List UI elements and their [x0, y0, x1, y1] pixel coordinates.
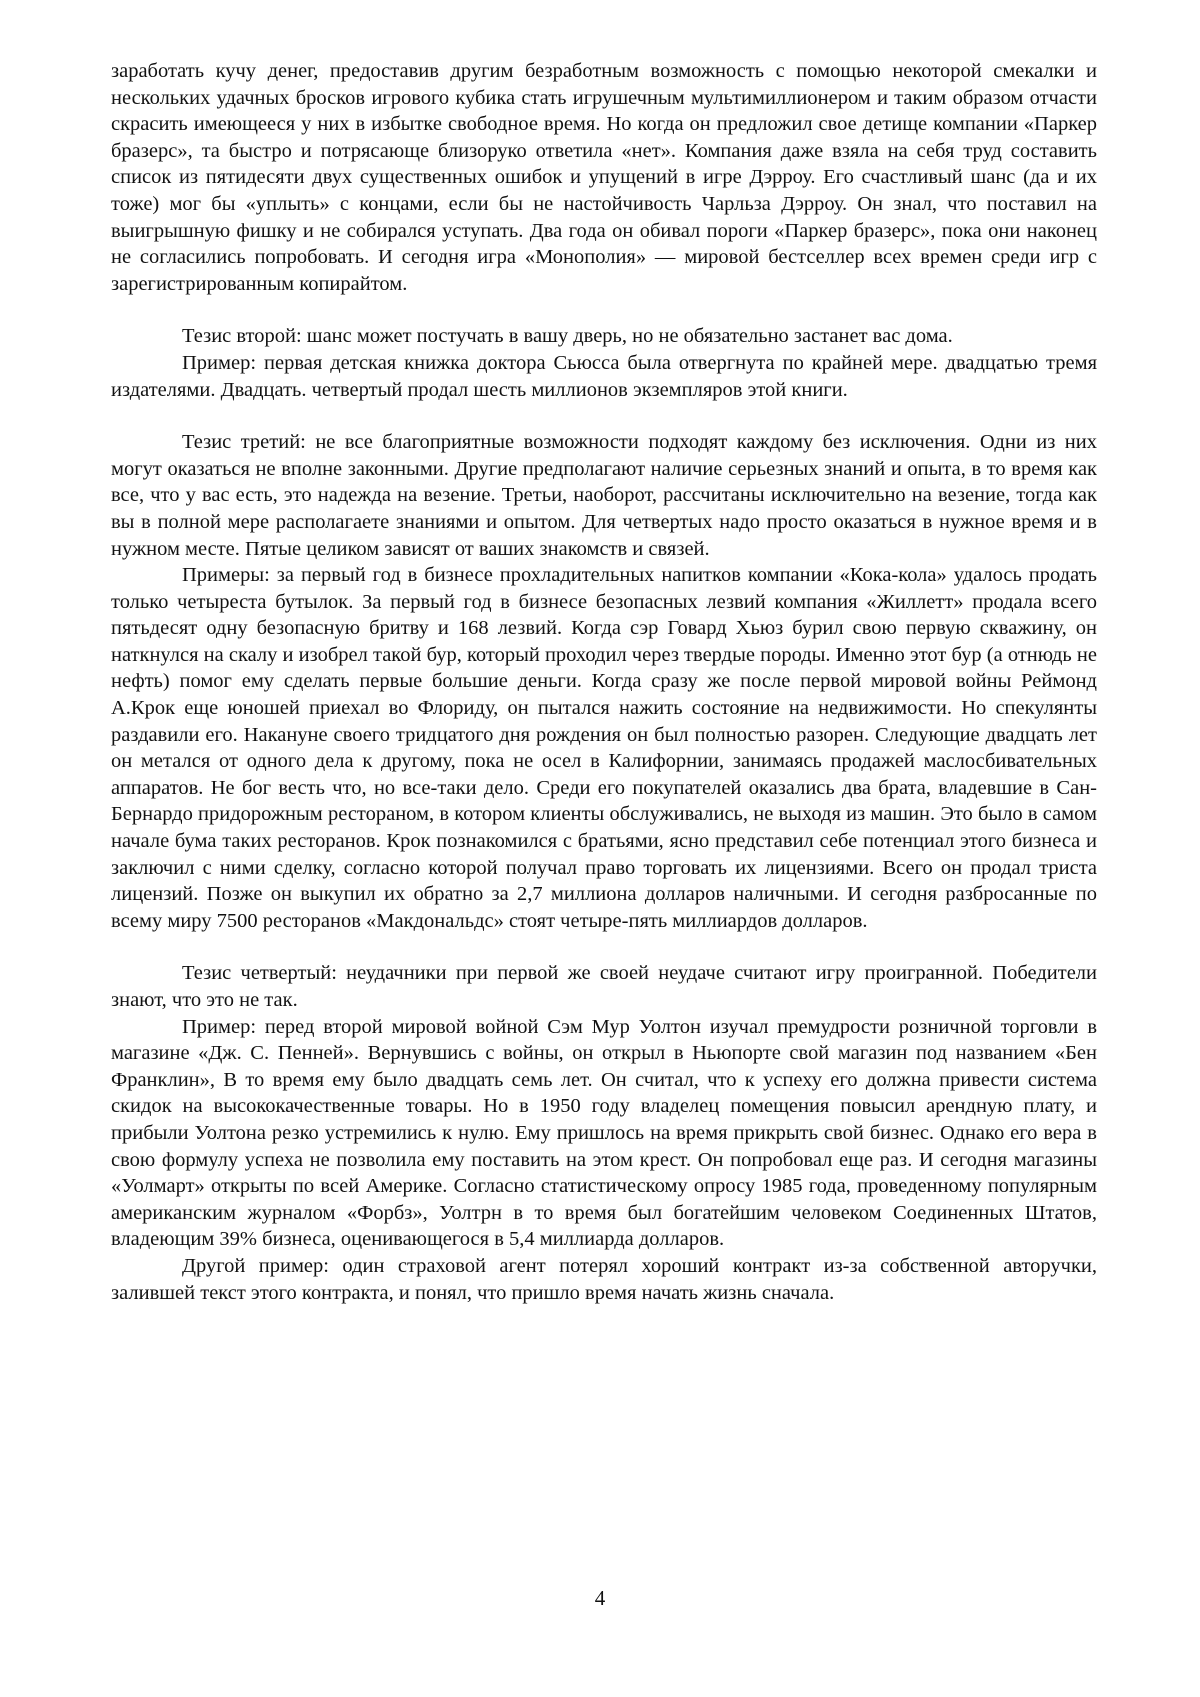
paragraph-thesis-four: Тезис четвертый: неудачники при первой же своей неудаче считают игру проигранной. Победители знают, что это не так.	[111, 962, 1097, 1011]
paragraph-thesis-three: Тезис третий: не все благоприятные возможности подходят каждому без исключения. Одни из них могут оказаться не вполне законными. Другие предполагают наличие серьезных знаний и опыта, в то время как все, что у вас есть, это надежда на везение. Третьи, наоборот, рассчитаны исключительно на везение, тогда как вы в полной мере располагаете знаниями и опытом. Для четвертых надо просто оказаться в нужное время и в нужном месте. Пятые целиком зависят от ваших знакомств и связей.	[111, 431, 1097, 560]
paragraph-example-walton: Пример: перед второй мировой войной Сэм Мур Уолтон изучал премудрости розничной торговли в магазине «Дж. С. Пенней». Вернувшись с войны, он открыл в Ньюпорте свой магазин под названием «Бен Франклин», В то время ему было двадцать семь лет. Он считал, что к успеху его должна привести система скидок на высококачественные товары. Но в 1950 году владелец помещения повысил арендную плату, и прибыли Уолтона резко устремились к нулю. Ему пришлось на время прикрыть свой бизнес. Однако его вера в свою формулу успеха не позволила ему поставить на этом крест. Он попробовал еще раз. И сегодня магазины «Уолмарт» открыты по всей Америке. Согласно статистическому опросу 1985 года, проведенному популярным американским журналом «Форбз», Уолтрн в то время был богатейшим человеком Соединенных Штатов, владеющим 39% бизнеса, оценивающегося в 5,4 миллиарда долларов.	[111, 1015, 1097, 1251]
paragraph-thesis-two: Тезис второй: шанс может постучать в вашу дверь, но не обязательно застанет вас дома.	[182, 325, 953, 348]
paragraph-examples-business: Примеры: за первый год в бизнесе прохладительных напитков компании «Кока-кола» удалось продать только четыреста бутылок. За первый год в бизнесе безопасных лезвий компания «Жиллетт» продала всего пятьдесят одну безопасную бритву и 168 лезвий. Когда сэр Говард Хьюз бурил свою первую скважину, он наткнулся на скалу и изобрел такой бур, который проходил через твердые породы. Именно этот бур (а отнюдь не нефть) помог ему сделать первые большие деньги. Когда сразу же после первой мировой войны Реймонд А.Крок еще юношей приехал во Флориду, он пытался нажить состояние на недвижимости. Но спекулянты раздавили его. Накануне своего тридцатого дня рождения он был полностью разорен. Следующие двадцать лет он метался от одного дела к другому, пока не осел в Калифорнии, занимаясь продажей маслосбивательных аппаратов. Не бог весть что, но все-таки дело. Среди его покупателей оказались два брата, владевшие в Сан-Бернардо придорожным рестораном, в котором клиенты обслуживались, не выходя из машин. Это было в самом начале бума таких ресторанов. Крок познакомился с братьями, ясно представил себе потенциал этого бизнеса и заключил с ними сделку, согласно которой получал право торговать их лицензиями. Всего он продал триста лицензий. Позже он выкупил их обратно за 2,7 миллиона долларов наличными. И сегодня разбросанные по всему миру 7500 ресторанов «Макдональдс» стоят четыре-пять миллиардов долларов.	[111, 564, 1097, 932]
paragraph-example-insurance-agent: Другой пример: один страховой агент потерял хороший контракт из-за собственной авторучки, залившей текст этого контракта, и понял, что пришло время начать жизнь сначала.	[111, 1254, 1097, 1304]
paragraph-monopoly-story: заработать кучу денег, предоставив другим безработным возможность с помощью некоторой смекалки и нескольких удачных бросков игрового кубика стать игрушечным мультимиллионером и таким образом отчасти скрасить имеющееся у них в избытке свободное время. Но когда он предложил свое детище компании «Паркер бразерс», та быстро и потрясающе близоруко ответила «нет». Компания даже взяла на себя труд составить список из пятидесяти двух существенных ошибок и упущений в игре Дэрроу. Его счастливый шанс (да и их тоже) мог бы «уплыть» с концами, если бы не настойчивость Чарльза Дэрроу. Он знал, что поставил на выигрышную фишку и не собирался уступать. Два года он обивал пороги «Паркер бразерс», пока они наконец не согласились попробовать. И сегодня игра «Монополия» — мировой бестселлер всех времен среди игр с зарегистрированным копирайтом.	[111, 60, 1097, 295]
page-number: 4	[594, 1586, 606, 1610]
body-text	[111, 58, 1097, 1306]
paragraph-example-seuss: Пример: первая детская книжка доктора Сьюсса была отвергнута по крайней мере. двадцатью тремя издателями. Двадцать. четвертый продал шесть миллионов экземпляров этой книги.	[111, 351, 1097, 401]
